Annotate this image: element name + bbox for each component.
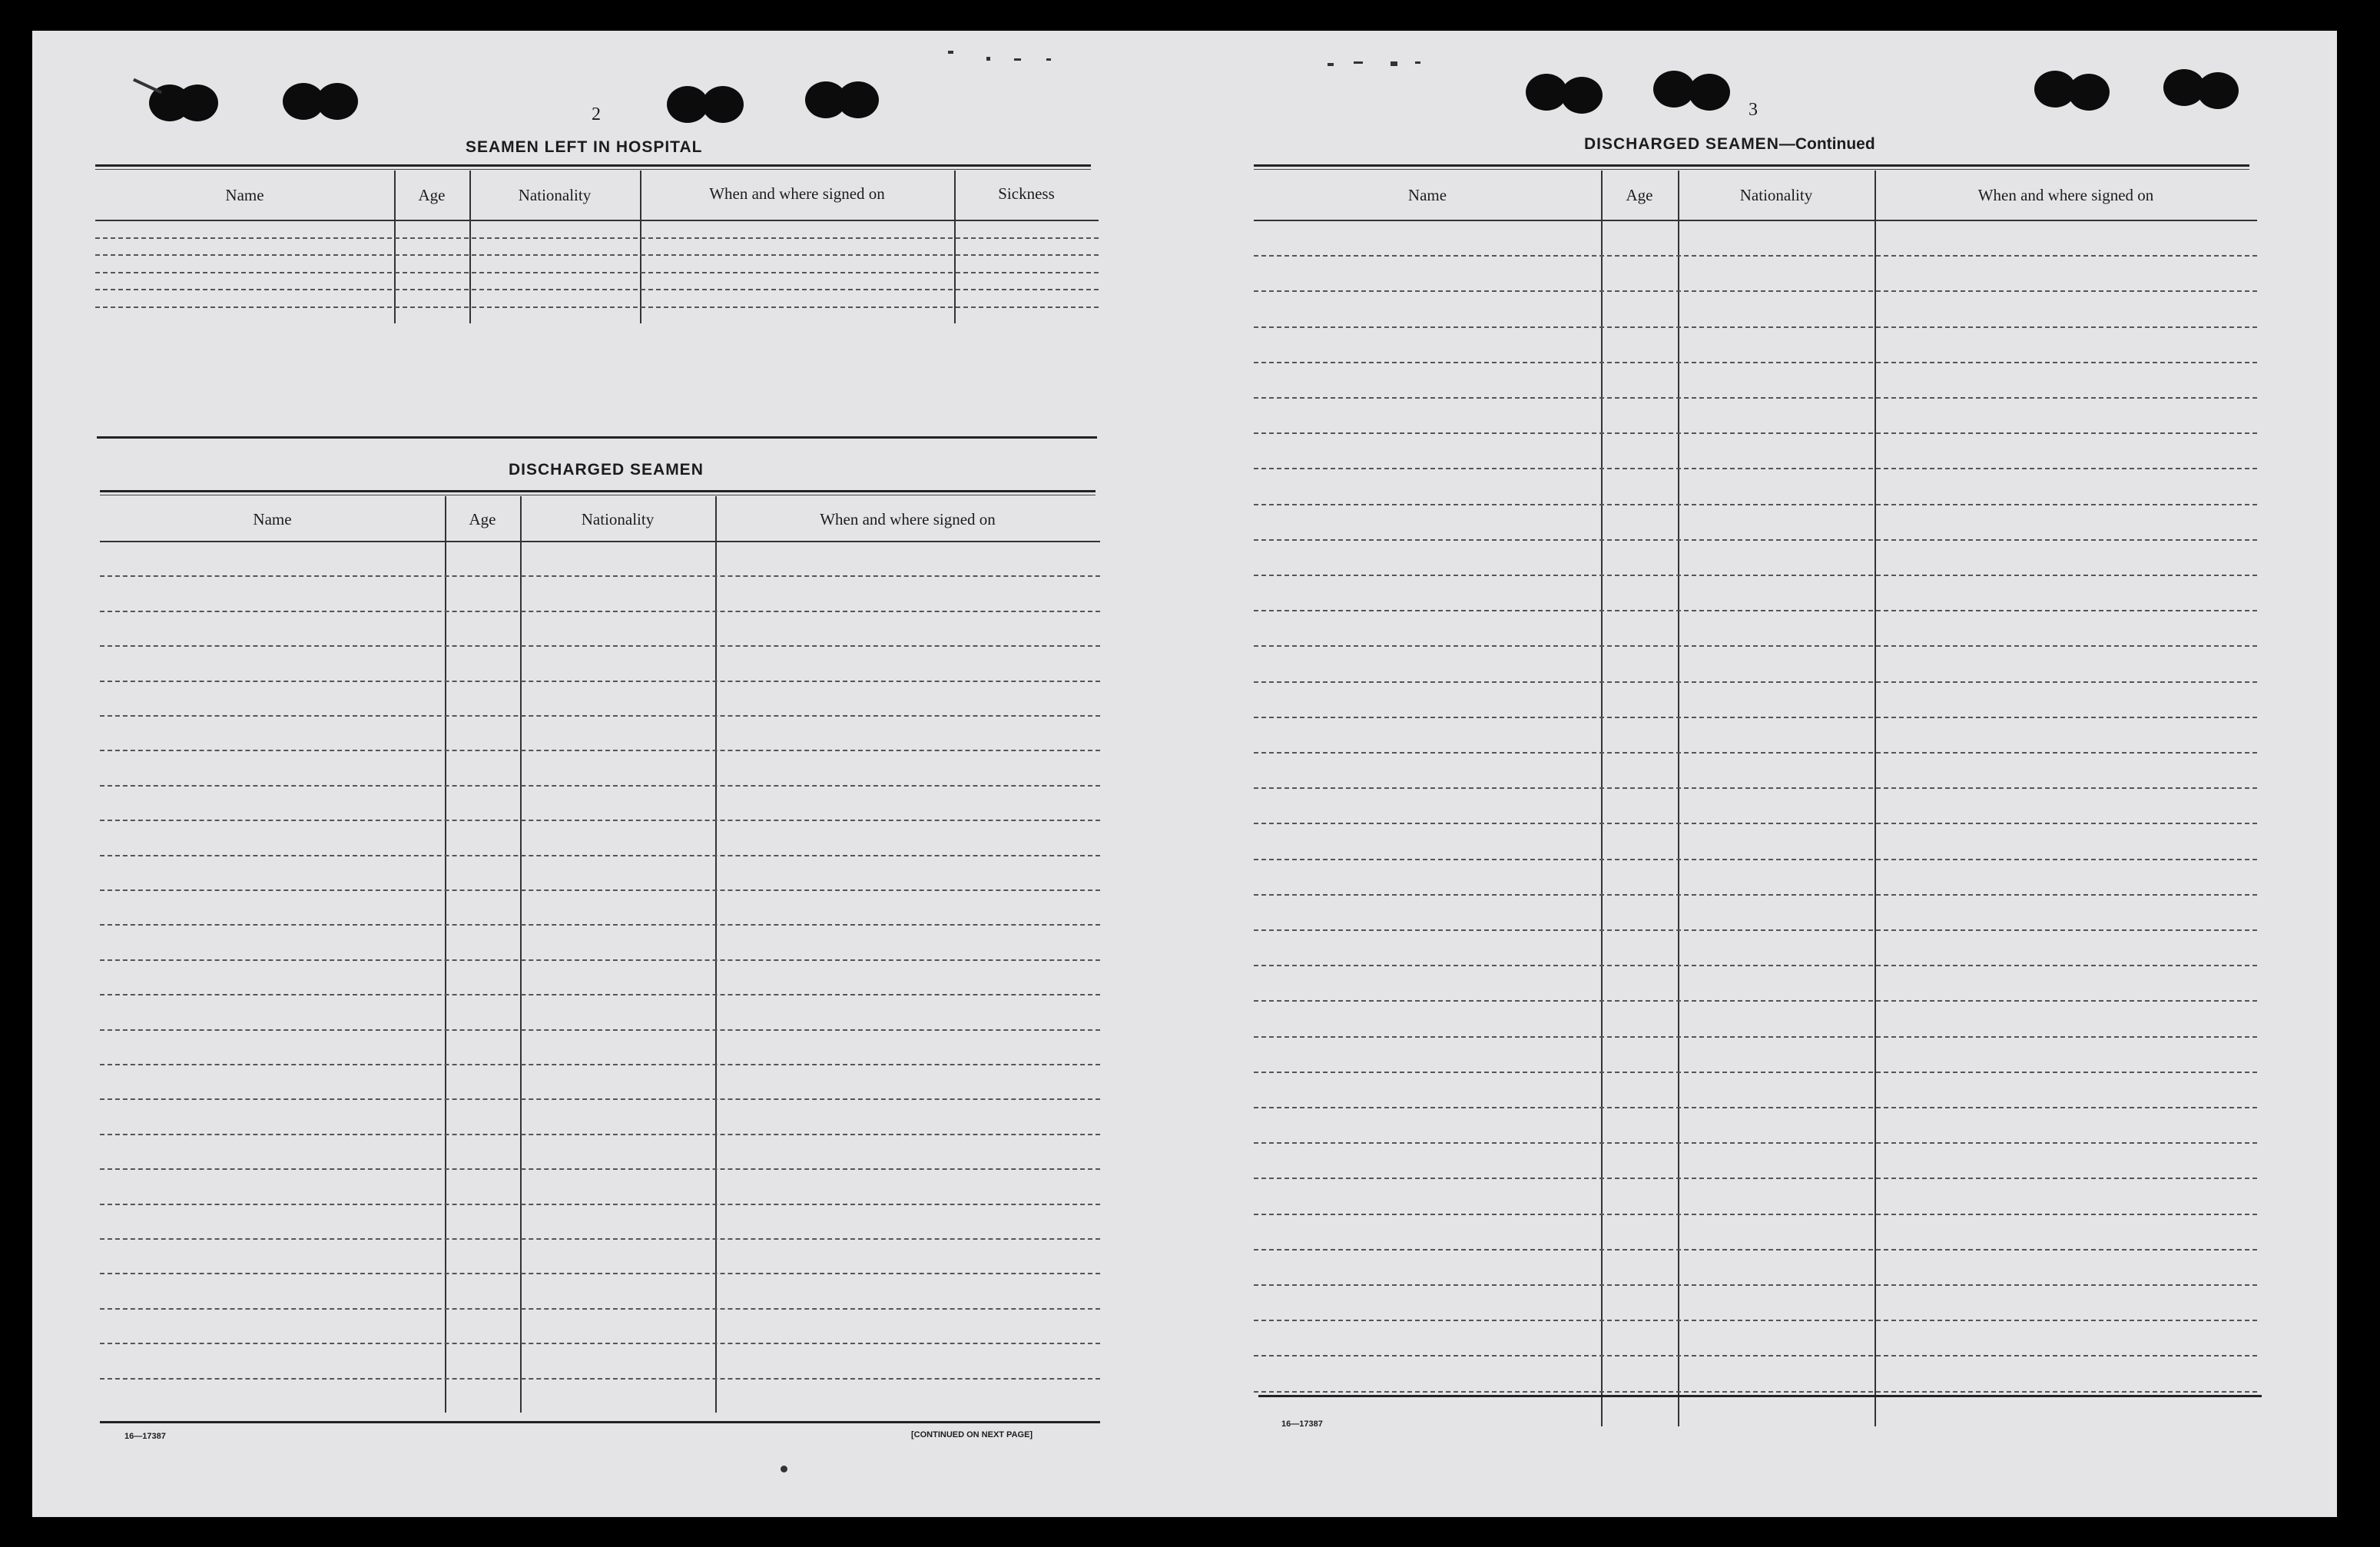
column-divider [954, 171, 956, 323]
form-code: 16—17387 [1281, 1419, 1323, 1429]
header-underline [95, 220, 1099, 221]
row-rule [1254, 326, 2257, 328]
row-rule [1254, 645, 2257, 647]
column-divider [469, 171, 471, 323]
row-rule [1254, 1355, 2257, 1357]
row-rule [1254, 1284, 2257, 1286]
row-rule [100, 1029, 1100, 1031]
scan-speck [1391, 61, 1397, 66]
column-divider [1678, 171, 1679, 1426]
row-rule [1254, 504, 2257, 505]
scan-speck [1354, 61, 1363, 64]
row-rule [1254, 432, 2257, 434]
row-rule [1254, 1320, 2257, 1321]
row-rule [100, 1134, 1100, 1135]
scan-speck [986, 57, 990, 61]
row-rule [1254, 255, 2257, 257]
scan-speck [781, 1466, 787, 1472]
header-underline [1254, 220, 2257, 221]
column-header-when-where-signed-on: When and where signed on [820, 510, 996, 528]
row-rule [1254, 1178, 2257, 1179]
punch-hole [2068, 74, 2110, 111]
column-header-name: Name [225, 186, 264, 204]
row-rule [1254, 290, 2257, 292]
row-rule [1254, 823, 2257, 824]
row-rule [100, 785, 1100, 787]
column-header-when-where-signed-on: When and where signed on [709, 184, 885, 203]
row-rule [1254, 681, 2257, 683]
punch-hole [837, 81, 879, 118]
section-title [1584, 135, 1875, 154]
punch-hole [177, 84, 218, 121]
punch-hole [2197, 72, 2239, 109]
row-rule [1254, 717, 2257, 718]
punch-hole [317, 83, 358, 120]
punch-hole [1561, 77, 1603, 114]
column-divider [394, 171, 396, 323]
section-top-rule [100, 490, 1096, 495]
document-sheet [32, 31, 2337, 1517]
discharged-seamen-table [100, 496, 1100, 1421]
row-rule [100, 889, 1100, 891]
section-title: DISCHARGED SEAMEN [509, 461, 704, 479]
row-rule [100, 1238, 1100, 1240]
row-rule [100, 1064, 1100, 1065]
section-bottom-rule [97, 436, 1097, 439]
row-rule [1254, 397, 2257, 399]
row-rule [1254, 610, 2257, 611]
column-header-age: Age [469, 510, 496, 528]
column-divider [520, 496, 522, 1413]
row-rule [100, 611, 1100, 612]
row-rule [1254, 575, 2257, 576]
row-rule [100, 1204, 1100, 1205]
continued-note: [CONTINUED ON NEXT PAGE] [911, 1430, 1033, 1439]
row-rule [95, 237, 1099, 239]
row-rule [1254, 894, 2257, 896]
scan-speck [1415, 61, 1420, 64]
section-title-continued: —Continued [1778, 135, 1875, 153]
form-code: 16—17387 [124, 1432, 166, 1441]
row-rule [100, 959, 1100, 961]
row-rule [100, 645, 1100, 647]
page-number: 2 [592, 104, 601, 124]
row-rule [100, 820, 1100, 821]
row-rule [100, 924, 1100, 926]
table-bottom-rule [100, 1421, 1100, 1423]
row-rule [1254, 1391, 2257, 1393]
row-rule [1254, 965, 2257, 966]
scan-speck [1046, 58, 1051, 61]
row-rule [1254, 1036, 2257, 1038]
scan-speck [1014, 58, 1021, 61]
punch-hole [1689, 74, 1730, 111]
column-header-name: Name [1407, 186, 1447, 204]
row-rule [100, 855, 1100, 856]
row-rule [1254, 1214, 2257, 1215]
column-divider [715, 496, 717, 1413]
column-header-when-where-signed-on: When and where signed on [1977, 186, 2154, 204]
section-top-rule [1254, 164, 2249, 170]
scan-speck [133, 78, 162, 94]
column-header-age: Age [1626, 186, 1653, 204]
punch-hole [702, 86, 744, 123]
column-header-name: Name [253, 510, 292, 528]
row-rule [100, 575, 1100, 577]
row-rule [95, 289, 1099, 290]
row-rule [1254, 929, 2257, 931]
row-rule [1254, 752, 2257, 754]
row-rule [1254, 787, 2257, 789]
row-rule [100, 1378, 1100, 1380]
row-rule [95, 306, 1099, 308]
row-rule [100, 994, 1100, 995]
row-rule [100, 715, 1100, 717]
row-rule [100, 1273, 1100, 1274]
row-rule [1254, 1107, 2257, 1108]
row-rule [100, 1343, 1100, 1344]
column-header-age: Age [418, 186, 446, 204]
section-top-rule [95, 164, 1091, 170]
column-header-nationality: Nationality [1739, 186, 1813, 204]
scan-speck [1328, 63, 1334, 66]
row-rule [1254, 468, 2257, 469]
row-rule [100, 1308, 1100, 1310]
row-rule [1254, 1249, 2257, 1251]
row-rule [95, 272, 1099, 273]
row-rule [1254, 1000, 2257, 1002]
column-divider [1601, 171, 1603, 1426]
scan-speck [948, 51, 953, 54]
row-rule [1254, 859, 2257, 860]
row-rule [1254, 1142, 2257, 1144]
column-header-nationality: Nationality [581, 510, 655, 528]
table-bottom-rule [1258, 1395, 2262, 1397]
row-rule [95, 254, 1099, 256]
column-header-nationality: Nationality [518, 186, 592, 204]
header-underline [100, 541, 1100, 542]
column-divider [445, 496, 446, 1413]
discharged-seamen-continued-table [1254, 171, 2257, 1438]
seamen-left-in-hospital-table [95, 171, 1099, 316]
row-rule [100, 1168, 1100, 1170]
section-title-main: DISCHARGED SEAMEN [1584, 135, 1779, 153]
row-rule [1254, 539, 2257, 541]
section-title: SEAMEN LEFT IN HOSPITAL [466, 138, 703, 156]
row-rule [1254, 362, 2257, 363]
column-header-sickness: Sickness [998, 184, 1055, 203]
column-divider [640, 171, 641, 323]
row-rule [100, 750, 1100, 751]
page-number: 3 [1749, 100, 1758, 120]
row-rule [1254, 1072, 2257, 1073]
row-rule [100, 681, 1100, 682]
column-divider [1874, 171, 1876, 1426]
row-rule [100, 1098, 1100, 1100]
